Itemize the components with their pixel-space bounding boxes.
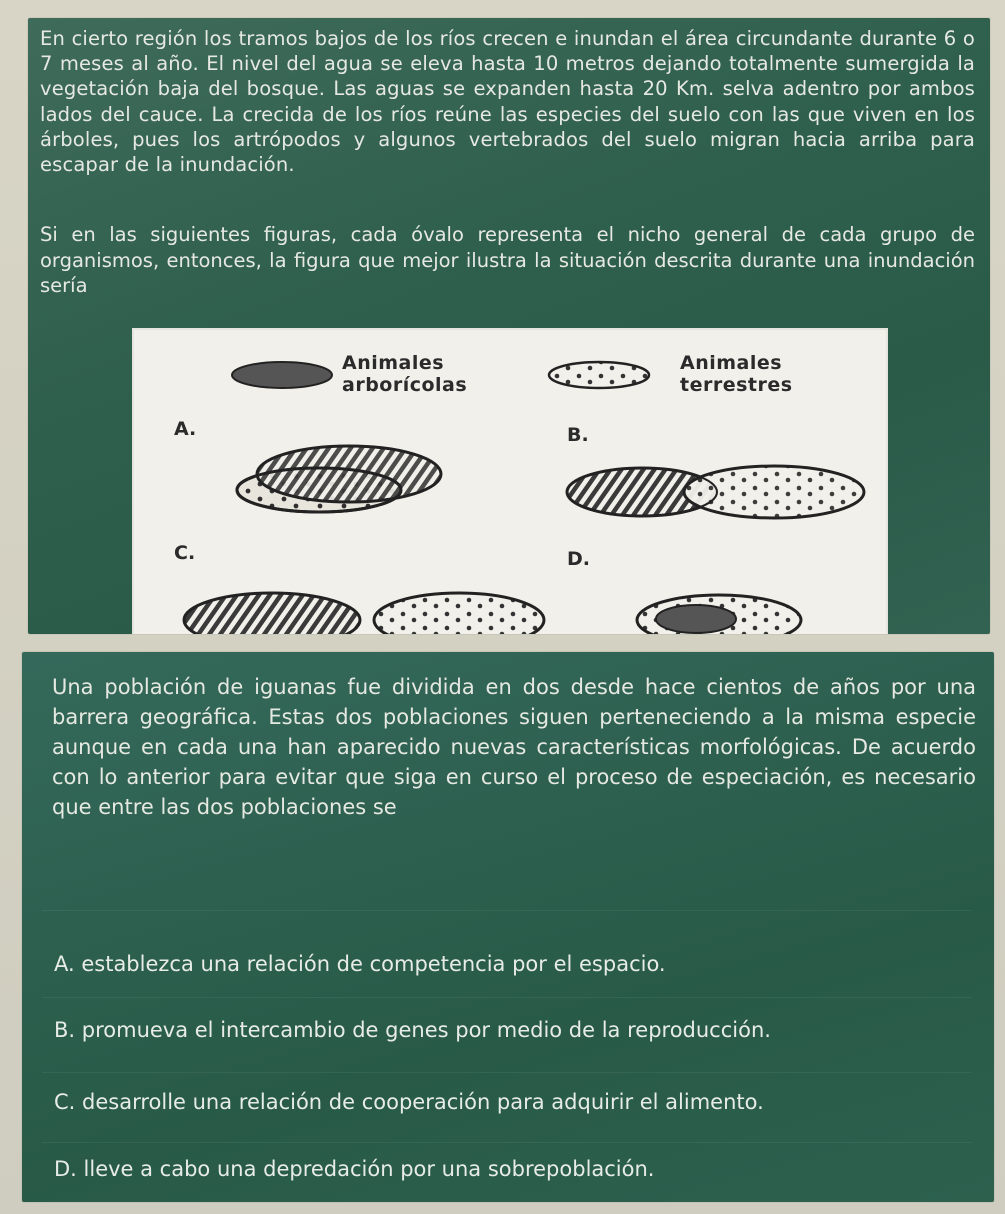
question-2-option-b[interactable]: B. promueva el intercambio de genes por medio de la reproducción.	[54, 1018, 771, 1042]
option-a-label: A.	[174, 418, 197, 440]
option-c-arboreal-oval	[184, 593, 360, 634]
question-2-paragraph: Una población de iguanas fue dividida en dos desde hace cientos de años por una barrera geográfica. Estas dos poblaciones siguen perteneciendo a la misma especie aunque en cada una han aparecido nuevas características morfológicas. De acuerdo con lo anterior para evitar que siga en curso el proceso de especiación, es necesario que entre las dos poblaciones se	[52, 675, 976, 819]
divider	[42, 1072, 972, 1073]
question-2-option-d[interactable]: D. lleve a cabo una depredación por una sobrepoblación.	[54, 1157, 655, 1181]
option-a-arboreal-oval	[257, 446, 441, 502]
legend-terrestrial-oval	[549, 362, 649, 388]
divider	[42, 1142, 972, 1143]
option-b-label: B.	[567, 424, 589, 446]
option-c-label: C.	[174, 542, 196, 564]
niche-figure	[132, 328, 888, 634]
question-2-option-c[interactable]: C. desarrolle una relación de cooperación para adquirir el alimento.	[54, 1090, 764, 1114]
question-2-option-a[interactable]: A. establezca una relación de competencia por el espacio.	[54, 952, 666, 976]
divider	[42, 910, 972, 911]
question-2-panel	[22, 652, 994, 1202]
question-1-panel	[28, 18, 990, 634]
divider	[42, 997, 972, 998]
option-d-label: D.	[567, 548, 590, 570]
option-b-terrestrial-oval	[684, 466, 864, 518]
question-1-paragraph: En cierto región los tramos bajos de los ríos crecen e inundan el área circundante durante 6 o 7 meses al año. El nivel del agua se eleva hasta 10 metros dejando totalmente sumergida la vegetación baja del bosque. Las aguas se expanden hasta 20 Km. selva adentro por ambos lados del cauce. La crecida de los ríos reúne las especies del suelo con las que viven en los árboles, pues los artrópodos y algunos vertebrados del suelo migran hacia arriba para escapar de la inundación.	[40, 27, 975, 177]
option-c-terrestrial-oval	[374, 593, 544, 634]
option-d-arboreal-oval	[656, 605, 736, 633]
question-1-prompt: Si en las siguientes figuras, cada óvalo representa el nicho general de cada grupo de organismos, entonces, la figura que mejor ilustra la situación descrita durante una inundación sería	[40, 223, 975, 297]
legend-terrestrial-label: Animales terrestres	[680, 352, 793, 396]
legend-arboreal-label: Animales arborícolas	[342, 352, 468, 396]
legend-arboreal-oval	[232, 362, 332, 388]
